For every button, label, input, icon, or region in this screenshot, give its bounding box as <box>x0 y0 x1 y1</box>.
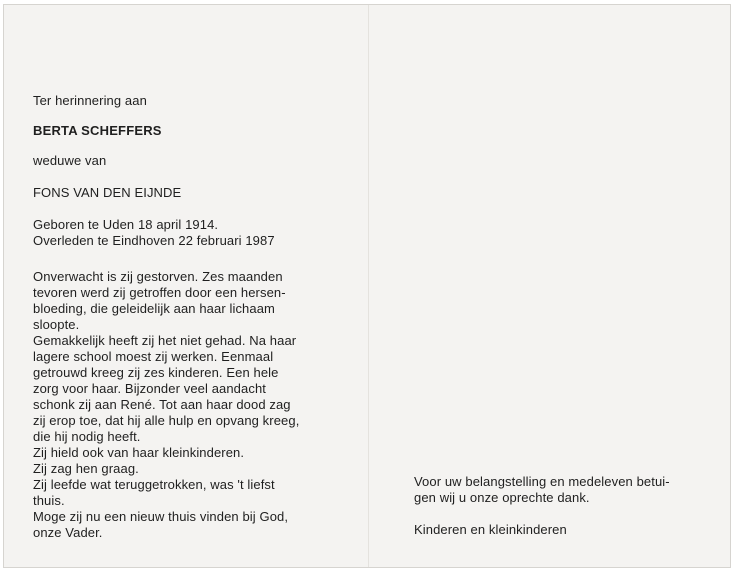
deceased-name: BERTA SCHEFFERS <box>33 123 162 138</box>
card-fold-line <box>368 5 369 567</box>
text-line: Onverwacht is zij gestorven. Zes maanden <box>33 269 283 284</box>
text-line: onze Vader. <box>33 525 103 540</box>
death-line: Overleden te Eindhoven 22 februari 1987 <box>33 233 275 248</box>
relation-text: weduwe van <box>33 153 107 168</box>
left-panel <box>33 93 333 541</box>
text-line: zij erop toe, dat hij alle hulp en opvang kreeg, <box>33 413 300 428</box>
intro-text: Ter herinnering aan <box>33 93 147 108</box>
signature-text: Kinderen en kleinkinderen <box>414 522 567 537</box>
text-line: tevoren werd zij getroffen door een hersen- <box>33 285 286 300</box>
text-line: die hij nodig heeft. <box>33 429 141 444</box>
birth-line: Geboren te Uden 18 april 1914. <box>33 217 219 232</box>
text-line: Zij hield ook van haar kleinkinderen. <box>33 445 245 460</box>
thanks-line: gen wij u onze oprechte dank. <box>414 490 590 505</box>
memorial-card <box>3 4 731 568</box>
text-line: getrouwd kreeg zij zes kinderen. Een hele <box>33 365 279 380</box>
text-line: Moge zij nu een nieuw thuis vinden bij God, <box>33 509 289 524</box>
text-line: Zij zag hen graag. <box>33 461 139 476</box>
memorial-text <box>33 269 333 541</box>
text-line: sloopte. <box>33 317 80 332</box>
spouse-name: FONS VAN DEN EIJNDE <box>33 185 182 200</box>
text-line: lagere school moest zij werken. Eenmaal <box>33 349 274 364</box>
right-panel <box>414 474 714 538</box>
text-line: Zij leefde wat teruggetrokken, was 't liefst <box>33 477 275 492</box>
text-line: bloeding, die geleidelijk aan haar lichaam <box>33 301 275 316</box>
thanks-line: Voor uw belangstelling en medeleven betui- <box>414 474 670 489</box>
text-line: thuis. <box>33 493 65 508</box>
text-line: schonk zij aan René. Tot aan haar dood zag <box>33 397 291 412</box>
text-line: Gemakkelijk heeft zij het niet gehad. Na haar <box>33 333 297 348</box>
text-line: zorg voor haar. Bijzonder veel aandacht <box>33 381 266 396</box>
